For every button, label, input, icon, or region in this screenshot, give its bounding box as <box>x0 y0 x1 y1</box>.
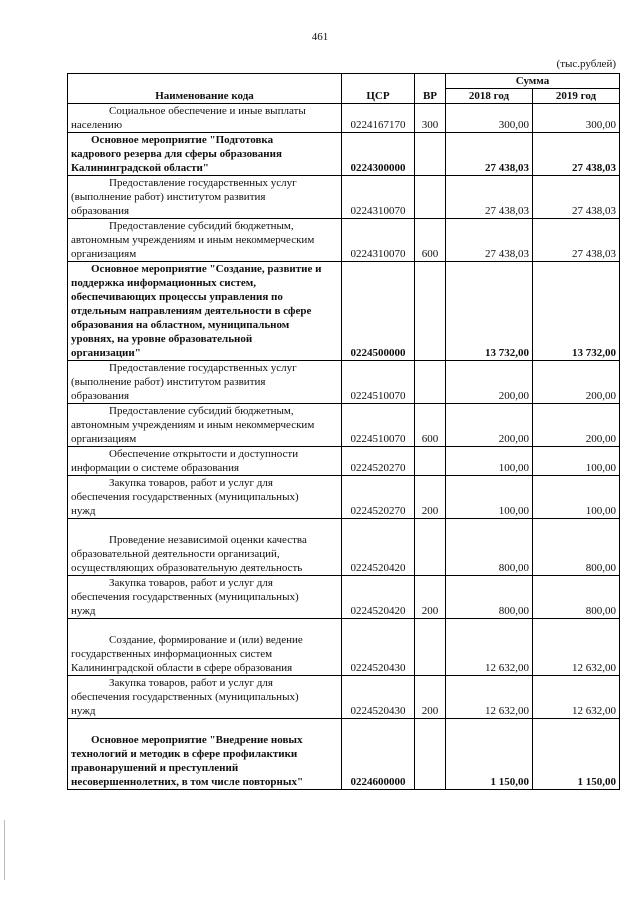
row-spacer <box>71 519 338 533</box>
row-vr <box>415 262 446 361</box>
table-row <box>68 404 620 447</box>
row-sum-2018: 12 632,00 <box>446 676 533 719</box>
row-name <box>68 104 342 133</box>
row-name <box>68 447 342 476</box>
row-name-line: уровнях, на уровне образовательной <box>71 333 253 345</box>
row-name-line: Калининградской области в сфере образования <box>71 662 293 674</box>
row-name <box>68 576 342 619</box>
row-vr: 300 <box>415 104 446 133</box>
row-name-line: образовательной деятельности организаций, <box>71 548 280 560</box>
row-sum-2019: 27 438,03 <box>533 219 620 262</box>
row-name-line: кадрового резерва для сферы образования <box>71 148 282 160</box>
table-row <box>68 447 620 476</box>
row-vr <box>415 519 446 576</box>
row-name-line: отдельным направлениям деятельности в сфере <box>71 305 312 317</box>
header-vr: ВР <box>415 74 446 104</box>
table-row <box>68 361 620 404</box>
row-name-line: Предоставление государственных услуг <box>109 177 297 189</box>
row-csr: 0224500000 <box>342 262 415 361</box>
table-row <box>68 133 620 176</box>
row-name-line: правонарушений и преступлений <box>71 762 239 774</box>
row-name-line: обеспечивающих процессы управления по <box>71 291 283 303</box>
row-csr: 0224520270 <box>342 476 415 519</box>
row-sum-2018: 27 438,03 <box>446 133 533 176</box>
row-name-line: образования <box>71 390 130 402</box>
row-name-line: Предоставление субсидий бюджетным, <box>109 220 294 232</box>
row-vr: 600 <box>415 404 446 447</box>
row-name-line: Обеспечение открытости и доступности <box>109 448 299 460</box>
row-sum-2018: 200,00 <box>446 404 533 447</box>
row-csr: 0224310070 <box>342 219 415 262</box>
row-name-line: Закупка товаров, работ и услуг для <box>109 577 273 589</box>
row-csr: 0224167170 <box>342 104 415 133</box>
row-name-line: несовершеннолетних, в том числе повторных" <box>71 776 304 788</box>
row-name-line: Закупка товаров, работ и услуг для <box>109 677 273 689</box>
row-name-line: нужд <box>71 605 96 617</box>
row-sum-2019: 13 732,00 <box>533 262 620 361</box>
row-sum-2018: 800,00 <box>446 576 533 619</box>
row-name-line: Проведение независимой оценки качества <box>109 534 307 546</box>
row-name-line: автономным учреждениям и иным некоммерческим <box>71 234 315 246</box>
row-sum-2018: 1 150,00 <box>446 719 533 790</box>
row-name-line: поддержка информационных систем, <box>71 277 257 289</box>
table-row <box>68 676 620 719</box>
row-name-line: нужд <box>71 705 96 717</box>
row-csr: 0224520270 <box>342 447 415 476</box>
row-sum-2019: 12 632,00 <box>533 619 620 676</box>
row-vr: 200 <box>415 576 446 619</box>
row-name-line: Основное мероприятие "Внедрение новых <box>91 734 303 746</box>
row-name <box>68 176 342 219</box>
table-row <box>68 519 620 576</box>
row-csr: 0224520420 <box>342 519 415 576</box>
row-name-line: Основное мероприятие "Подготовка <box>91 134 274 146</box>
row-csr: 0224300000 <box>342 133 415 176</box>
row-sum-2018: 800,00 <box>446 519 533 576</box>
table-row <box>68 262 620 361</box>
table-row <box>68 104 620 133</box>
row-name-line: нужд <box>71 505 96 517</box>
table-row <box>68 719 620 790</box>
row-sum-2019: 100,00 <box>533 476 620 519</box>
row-csr: 0224520430 <box>342 676 415 719</box>
row-name-line: образования на областном, муниципальном <box>71 319 290 331</box>
units-label: (тыс.рублей) <box>556 58 616 70</box>
row-name-line: информации о системе образования <box>71 462 240 474</box>
row-sum-2019: 12 632,00 <box>533 676 620 719</box>
row-sum-2018: 12 632,00 <box>446 619 533 676</box>
row-name-line: осуществляющих образовательную деятельность <box>71 562 303 574</box>
row-name-line: Основное мероприятие "Создание, развитие и <box>91 263 322 275</box>
row-sum-2018: 100,00 <box>446 447 533 476</box>
table-row <box>68 176 620 219</box>
row-sum-2019: 27 438,03 <box>533 133 620 176</box>
row-name-line: Калининградской области" <box>71 162 209 174</box>
row-sum-2019: 100,00 <box>533 447 620 476</box>
row-name <box>68 262 342 361</box>
row-vr: 600 <box>415 219 446 262</box>
row-vr: 200 <box>415 676 446 719</box>
row-vr <box>415 133 446 176</box>
row-vr: 200 <box>415 476 446 519</box>
row-name-line: технологий и методик в сфере профилактики <box>71 748 298 760</box>
row-sum-2019: 800,00 <box>533 576 620 619</box>
row-name-line: образования <box>71 205 130 217</box>
scan-margin-mark <box>4 820 5 880</box>
row-name-line: Социальное обеспечение и иные выплаты <box>109 105 306 117</box>
row-name-line: организации" <box>71 347 141 359</box>
row-name <box>68 361 342 404</box>
row-name-line: обеспечения государственных (муниципальных) <box>71 691 299 703</box>
row-name <box>68 476 342 519</box>
row-name <box>68 719 342 790</box>
header-2018: 2018 год <box>446 89 533 104</box>
header-sum: Сумма <box>446 74 620 89</box>
row-name-line: Закупка товаров, работ и услуг для <box>109 477 273 489</box>
header-csr: ЦСР <box>342 74 415 104</box>
row-sum-2018: 200,00 <box>446 361 533 404</box>
row-name <box>68 519 342 576</box>
row-name-line: Предоставление субсидий бюджетным, <box>109 405 294 417</box>
row-name <box>68 676 342 719</box>
row-name <box>68 619 342 676</box>
row-sum-2018: 27 438,03 <box>446 219 533 262</box>
row-name-line: организациям <box>71 248 137 260</box>
row-sum-2018: 300,00 <box>446 104 533 133</box>
row-sum-2019: 200,00 <box>533 404 620 447</box>
page-number: 461 <box>311 31 329 43</box>
row-name-line: (выполнение работ) институтом развития <box>71 376 266 388</box>
row-vr <box>415 619 446 676</box>
row-spacer <box>71 619 338 633</box>
row-csr: 0224510070 <box>342 404 415 447</box>
row-sum-2019: 800,00 <box>533 519 620 576</box>
row-sum-2019: 200,00 <box>533 361 620 404</box>
row-sum-2018: 27 438,03 <box>446 176 533 219</box>
row-name-line: обеспечения государственных (муниципальных) <box>71 591 299 603</box>
row-sum-2018: 100,00 <box>446 476 533 519</box>
row-vr <box>415 447 446 476</box>
row-name <box>68 219 342 262</box>
row-name <box>68 404 342 447</box>
row-name-line: государственных информационных систем <box>71 648 273 660</box>
row-sum-2019: 27 438,03 <box>533 176 620 219</box>
row-spacer <box>71 719 338 733</box>
row-sum-2018: 13 732,00 <box>446 262 533 361</box>
row-name-line: Создание, формирование и (или) ведение <box>109 634 303 646</box>
header-2019: 2019 год <box>533 89 620 104</box>
row-vr <box>415 176 446 219</box>
header-name: Наименование кода <box>68 74 342 104</box>
table-row <box>68 576 620 619</box>
table-row <box>68 476 620 519</box>
row-vr <box>415 361 446 404</box>
row-csr: 0224510070 <box>342 361 415 404</box>
row-csr: 0224520420 <box>342 576 415 619</box>
table-body <box>68 104 620 790</box>
row-name-line: автономным учреждениям и иным некоммерческим <box>71 419 315 431</box>
row-name-line: (выполнение работ) институтом развития <box>71 191 266 203</box>
row-csr: 0224520430 <box>342 619 415 676</box>
table-row <box>68 619 620 676</box>
row-name <box>68 133 342 176</box>
row-csr: 0224310070 <box>342 176 415 219</box>
row-sum-2019: 300,00 <box>533 104 620 133</box>
row-vr <box>415 719 446 790</box>
row-name-line: населению <box>71 119 123 131</box>
row-name-line: организациям <box>71 433 137 445</box>
row-name-line: Предоставление государственных услуг <box>109 362 297 374</box>
row-csr: 0224600000 <box>342 719 415 790</box>
table-row <box>68 219 620 262</box>
row-sum-2019: 1 150,00 <box>533 719 620 790</box>
row-name-line: обеспечения государственных (муниципальных) <box>71 491 299 503</box>
budget-table <box>67 73 620 790</box>
